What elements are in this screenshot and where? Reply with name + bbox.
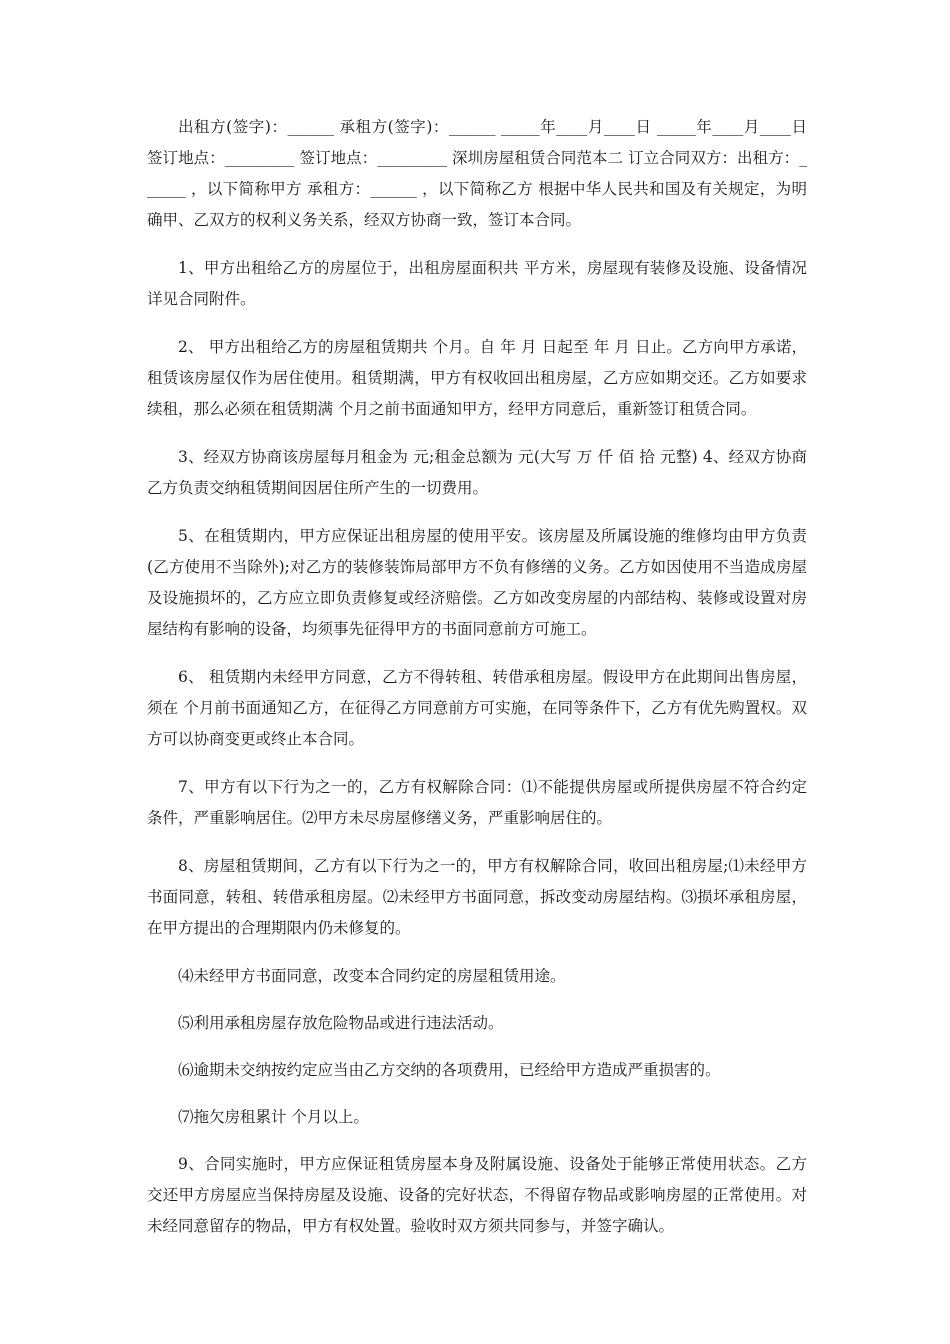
paragraph-clause-8-item-6: ⑹逾期未交纳按约定应当由乙方交纳的各项费用，已经给甲方造成严重损害的。 [178,1061,721,1079]
paragraph-clause-1: 1、甲方出租给乙方的房屋位于，出租房屋面积共 平方米，房屋现有装修及设施、设备情况详见合同附件。 [147,259,807,308]
paragraph-clause-8-item-5: ⑸利用承租房屋存放危险物品或进行违法活动。 [178,1014,504,1032]
paragraph-clause-6: 6、 租赁期内未经甲方同意，乙方不得转租、转借承租房屋。假设甲方在此期间出售房屋，须在 个月前书面通知乙方，在征得乙方同意前方可实施，在同等条件下，乙方有优先购置权。双方可以协商变更或终止本合同。 [147,668,807,748]
paragraph-clause-8: 8、房屋租赁期间，乙方有以下行为之一的，甲方有权解除合同，收回出租房屋;⑴未经甲方书面同意，转租、转借承租房屋。⑵未经甲方书面同意，拆改变动房屋结构。⑶损坏承租房屋，在甲方提出的合理期限内仍未修复的。 [147,857,807,937]
paragraph-clause-8-item-4: ⑷未经甲方书面同意，改变本合同约定的房屋租赁用途。 [178,967,566,985]
paragraph-preamble: 出租方(签字)：______ 承租方(签字)：______ _____年____月____日 _____年____月____日 签订地点：_________ 签订地点：_________ 深圳房屋租赁合同范本二 订立合同双方：出租方：______ ，以下简称甲方 承租方：______ ，以下简称乙方 根据中华人民共和国及有关规定，为明确甲、乙双方的权利义务关系，经双方协商一致，签订本合同。 [147,118,807,229]
paragraph-clause-5: 5、在租赁期内，甲方应保证出租房屋的使用平安。该房屋及所属设施的维修均由甲方负责(乙方使用不当除外);对乙方的装修装饰局部甲方不负有修缮的义务。乙方如因使用不当造成房屋及设施损坏的，乙方应立即负责修复或经济赔偿。乙方如改变房屋的内部结构、装修或设置对房屋结构有影响的设备，均须事先征得甲方的书面同意前方可施工。 [147,527,807,638]
paragraph-clause-8-item-7: ⑺拖欠房租累计 个月以上。 [178,1108,369,1126]
paragraph-clause-2: 2、 甲方出租给乙方的房屋租赁期共 个月。自 年 月 日起至 年 月 日止。乙方向甲方承诺，租赁该房屋仅作为居住使用。租赁期满，甲方有权收回出租房屋，乙方应如期交还。乙方如要求续租，那么必须在租赁期满 个月之前书面通知甲方，经甲方同意后，重新签订租赁合同。 [147,338,807,418]
paragraph-clause-3: 3、经双方协商该房屋每月租金为 元;租金总额为 元(大写 万 仟 佰 拾 元整) 4、经双方协商乙方负责交纳租赁期间因居住所产生的一切费用。 [147,448,807,497]
document-page [147,112,807,1259]
paragraph-clause-9: 9、合同实施时，甲方应保证租赁房屋本身及附属设施、设备处于能够正常使用状态。乙方交还甲方房屋应当保持房屋及设施、设备的完好状态，不得留存物品或影响房屋的正常使用。对未经同意留存的物品，甲方有权处置。验收时双方须共同参与，并签字确认。 [147,1155,807,1235]
paragraph-clause-7: 7、甲方有以下行为之一的，乙方有权解除合同：⑴不能提供房屋或所提供房屋不符合约定条件，严重影响居住。⑵甲方未尽房屋修缮义务，严重影响居住的。 [147,778,807,827]
